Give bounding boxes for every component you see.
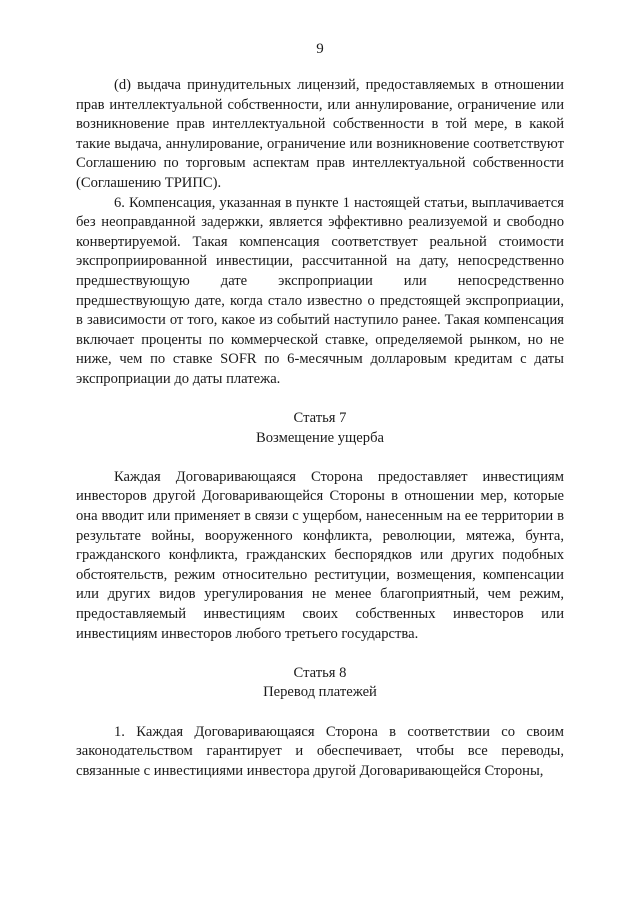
paragraph-6: 6. Компенсация, указанная в пункте 1 настоящей статьи, выплачивается без неоправданной задержки, является эффективно реализуемой и свободно конвертируемой. Такая компенсация соответствует реальной стоимости экспроприированной инвестиции, рассчитанной на дату, непосредственно предшествующую дате экспроприации или непосредственно предшествующую дате, когда стало известно о предстоящей экспроприации, в зависимости от того, какое из событий наступило ранее. Такая компенсация включает проценты по коммерческой ставке, определяемой рынком, но не ниже, чем по ставке SOFR по 6-месячным долларовым кредитам с даты экспроприации до даты платежа. (76, 194, 564, 387)
article-7-number: Статья 7 (293, 410, 347, 427)
article-8-title: Перевод платежей (263, 684, 377, 701)
page-content (76, 76, 564, 781)
article-8-number: Статья 8 (293, 664, 347, 681)
paragraph-d: (d) выдача принудительных лицензий, предоставляемых в отношении прав интеллектуальной собственности, или аннулирование, ограничение или возникновение прав интеллектуальной собственности в той мере, в какой такие выдача, аннулирование, ограничение или возникновение соответствуют Соглашению по торговым аспектам прав интеллектуальной собственности (Соглашению ТРИПС). (76, 77, 564, 191)
spacer (76, 644, 564, 664)
spacer (76, 390, 564, 410)
spacer (76, 703, 564, 723)
article-7-title: Возмещение ущерба (256, 429, 384, 446)
article-7-paragraph: Каждая Договаривающаяся Сторона предоставляет инвестициям инвесторов другой Договаривающейся Стороны в отношении мер, которые она вводит или применяет в связи с ущербом, нанесенным на ее территории в результате войны, вооруженного конфликта, революции, мятежа, бунта, гражданского конфликта, гражданских беспорядков или других подобных обстоятельств, режим относительно реституции, возмещения, компенсации или других видов урегулирования не менее благоприятный, чем режим, предоставляемый инвестициям своих собственных инвесторов или инвестициям инвесторов любого третьего государства. (76, 468, 564, 642)
article-8-paragraph-1: 1. Каждая Договаривающаяся Сторона в соответствии со своим законодательством гарантирует и обеспечивает, чтобы все переводы, связанные с инвестициями инвестора другой Договаривающейся Стороны, (76, 723, 564, 779)
page-number: 9 (316, 41, 324, 57)
spacer (76, 448, 564, 468)
